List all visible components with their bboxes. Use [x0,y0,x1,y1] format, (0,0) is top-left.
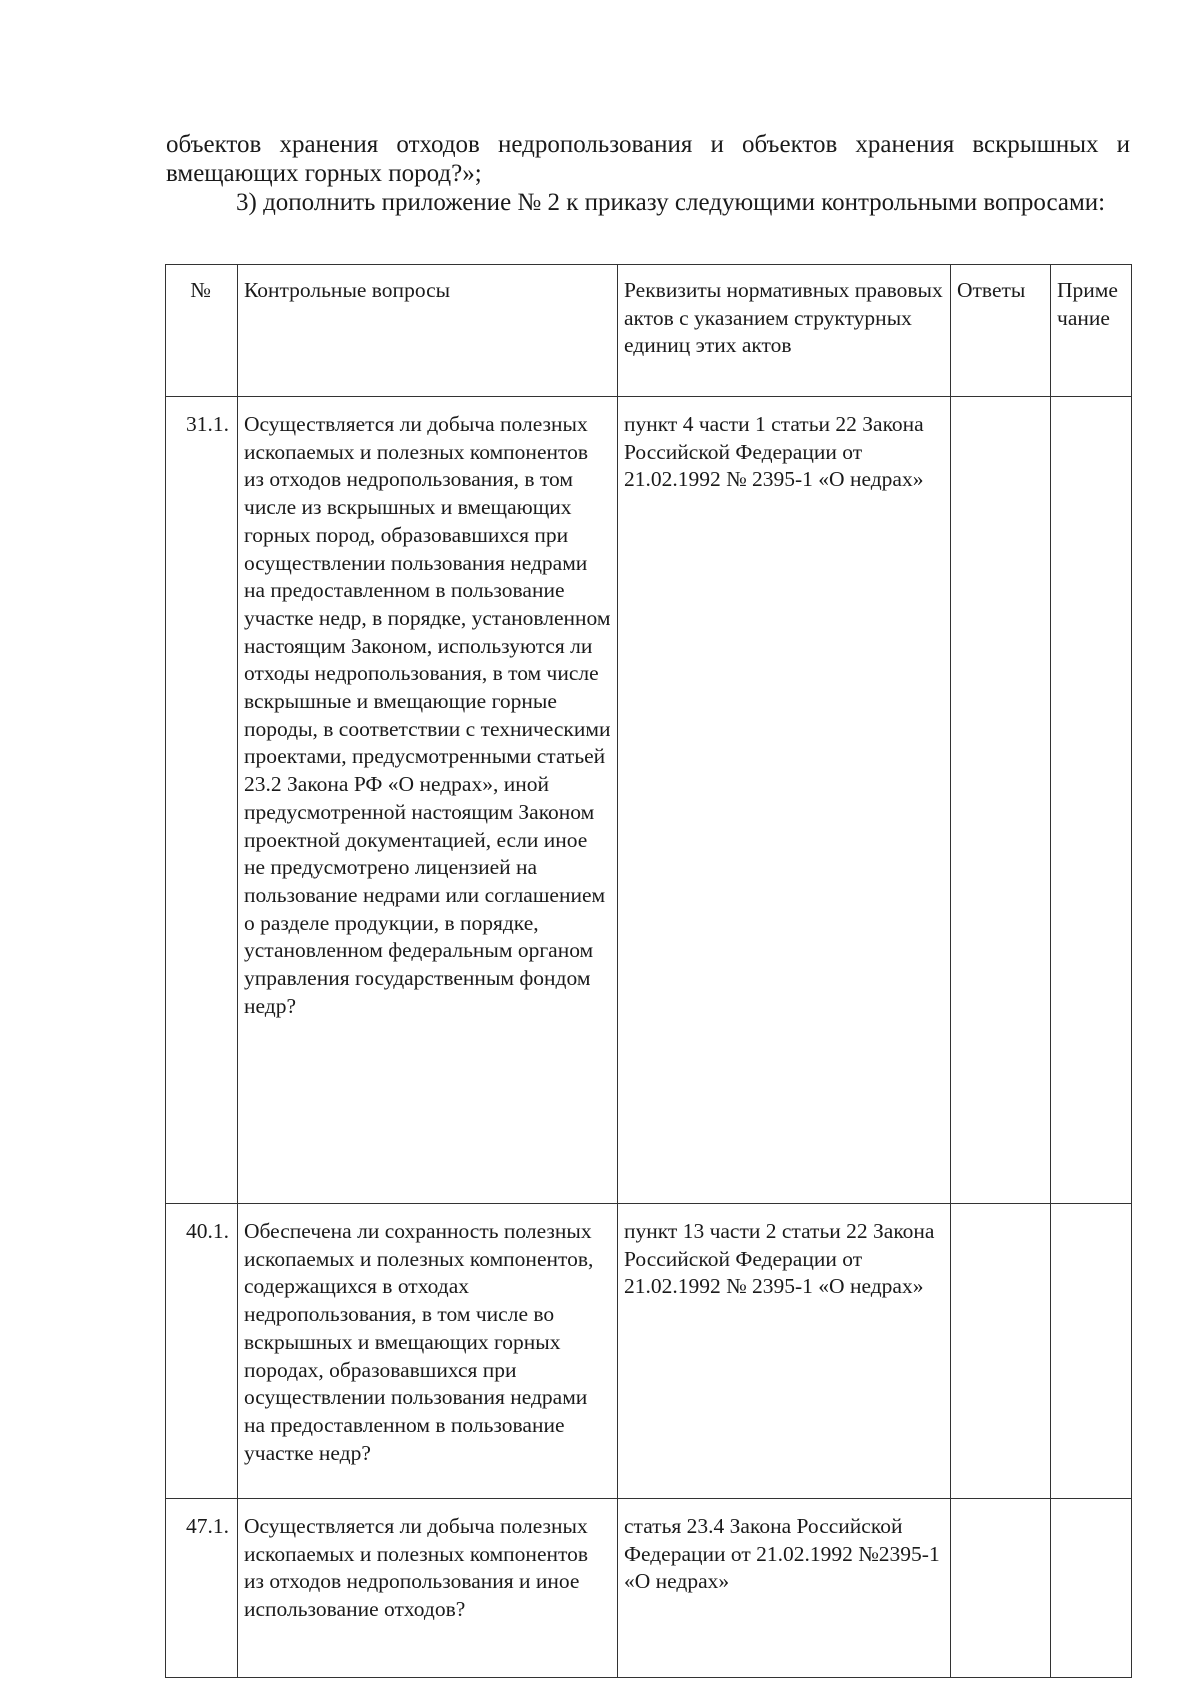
header-number: № [166,265,238,397]
row-answer [951,397,1051,1204]
row-answer [951,1499,1051,1678]
row-number: 40.1. [166,1204,238,1499]
row-note [1051,1204,1132,1499]
intro-text [166,130,1130,217]
header-control-questions: Контрольные вопросы [238,265,618,397]
row-reference: статья 23.4 Закона Российской Федерации от 21.02.1992 №2395-1 «О недрах» [618,1499,951,1678]
intro-paragraph-amendment: 3) дополнить приложение № 2 к приказу следующими контрольными вопросами: [236,189,1106,216]
intro-paragraph-continuation: объектов хранения отходов недропользования и объектов хранения вскрышных и вмещающих горных пород?»; [166,131,1130,187]
table-header-row [166,265,1132,397]
header-answers: Ответы [951,265,1051,397]
row-reference: пункт 13 части 2 статьи 22 Закона Российской Федерации от 21.02.1992 № 2395-1 «О недрах» [618,1204,951,1499]
table-row [166,1204,1132,1499]
row-number: 31.1. [166,397,238,1204]
row-question: Осуществляется ли добыча полезных ископаемых и полезных компонентов из отходов недропользования и иное использование отходов? [238,1499,618,1678]
table-row [166,397,1132,1204]
header-legal-references: Реквизиты нормативных правовых актов с указанием структурных единиц этих актов [618,265,951,397]
row-note [1051,1499,1132,1678]
row-number: 47.1. [166,1499,238,1678]
row-answer [951,1204,1051,1499]
row-question: Осуществляется ли добыча полезных ископаемых и полезных компонентов из отходов недропользования, в том числе из вскрышных и вмещающих горных пород, образовавшихся при осуществлении пользования недрами на предоставленном в пользование участке недр, в порядке, установленном настоящим Законом, используются ли отходы недропользования, в том числе вскрышные и вмещающие горные породы, в соответствии с техническими проектами, предусмотренными статьей 23.2 Закона РФ «О недрах», иной предусмотренной настоящим Законом проектной документацией, если иное не предусмотрено лицензией на пользование недрами или соглашением о разделе продукции, в порядке, установленном федеральным органом управления государственным фондом недр? [238,397,618,1204]
table-row [166,1499,1132,1678]
row-question: Обеспечена ли сохранность полезных ископаемых и полезных компонентов, содержащихся в отходах недропользования, в том числе во вскрышных и вмещающих горных породах, образовавшихся при осуществлении пользования недрами на предоставленном в пользование участке недр? [238,1204,618,1499]
row-reference: пункт 4 части 1 статьи 22 Закона Российской Федерации от 21.02.1992 № 2395-1 «О недрах» [618,397,951,1204]
control-questions-table [165,264,1132,1678]
row-note [1051,397,1132,1204]
header-note: Приме чание [1051,265,1132,397]
